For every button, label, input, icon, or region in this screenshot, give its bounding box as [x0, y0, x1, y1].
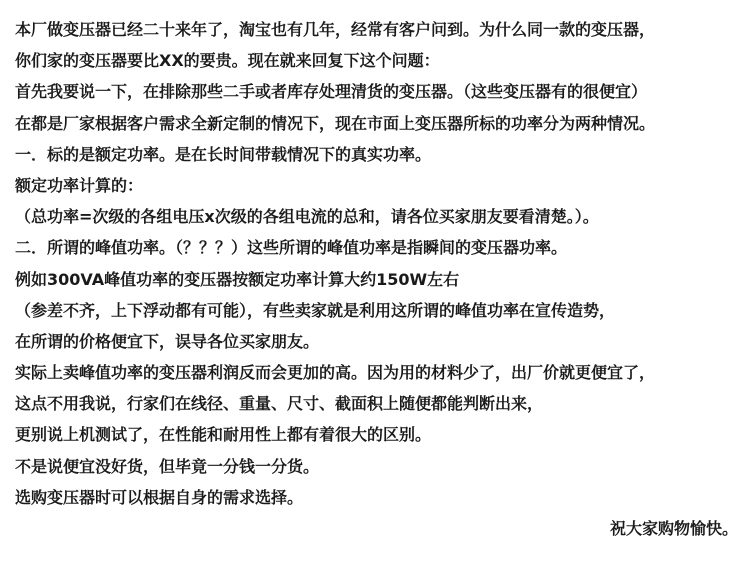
text-line-13: 这点不用我说，行家们在线径、重量、尺寸、截面积上随便都能判断出来，	[15, 394, 544, 414]
text-line-10: （参差不齐，上下浮动都有可能），有些卖家就是利用这所谓的峰值功率在宣传造势，	[15, 300, 616, 320]
text-line-15: 不是说便宜没好货，但毕竟一分钱一分货。	[15, 456, 320, 476]
text-line-11: 在所谓的价格便宜下，误导各位买家朋友。	[15, 331, 320, 351]
closing-signoff: 祝大家购物愉快。	[609, 519, 738, 538]
text-line-7: （总功率=次级的各组电压x次级的各组电流的总和，请各位买家朋友要看清楚。）。	[15, 207, 599, 227]
text-line-16: 选购变压器时可以根据自身的需求选择。	[15, 487, 304, 507]
text-line-9: 例如300VA峰值功率的变压器按额定功率计算大约150W左右	[15, 269, 460, 289]
text-line-4: 在都是厂家根据客户需求全新定制的情况下，现在市面上变压器所标的功率分为两种情况。	[15, 113, 656, 133]
text-line-6: 额定功率计算的：	[15, 175, 144, 195]
text-line-12: 实际上卖峰值功率的变压器利润反而会更加的高。因为用的材料少了，出厂价就更便宜了，	[15, 363, 656, 383]
text-line-3: 首先我要说一下，在排除那些二手或者库存处理清货的变压器。（这些变压器有的很便宜）	[15, 82, 648, 102]
text-line-14: 更别说上机测试了，在性能和耐用性上都有着很大的区别。	[15, 425, 432, 445]
text-line-1: 本厂做变压器已经二十来年了，淘宝也有几年，经常有客户问到。为什么同一款的变压器，	[15, 20, 656, 39]
text-line-8: 二．所谓的峰值功率。（？？？）这些所谓的峰值功率是指瞬间的变压器功率。	[15, 238, 568, 258]
text-line-2: 你们家的变压器要比XX的要贵。现在就来回复下这个问题：	[15, 51, 440, 71]
text-line-5: 一．标的是额定功率。是在长时间带载情况下的真实功率。	[15, 144, 432, 164]
